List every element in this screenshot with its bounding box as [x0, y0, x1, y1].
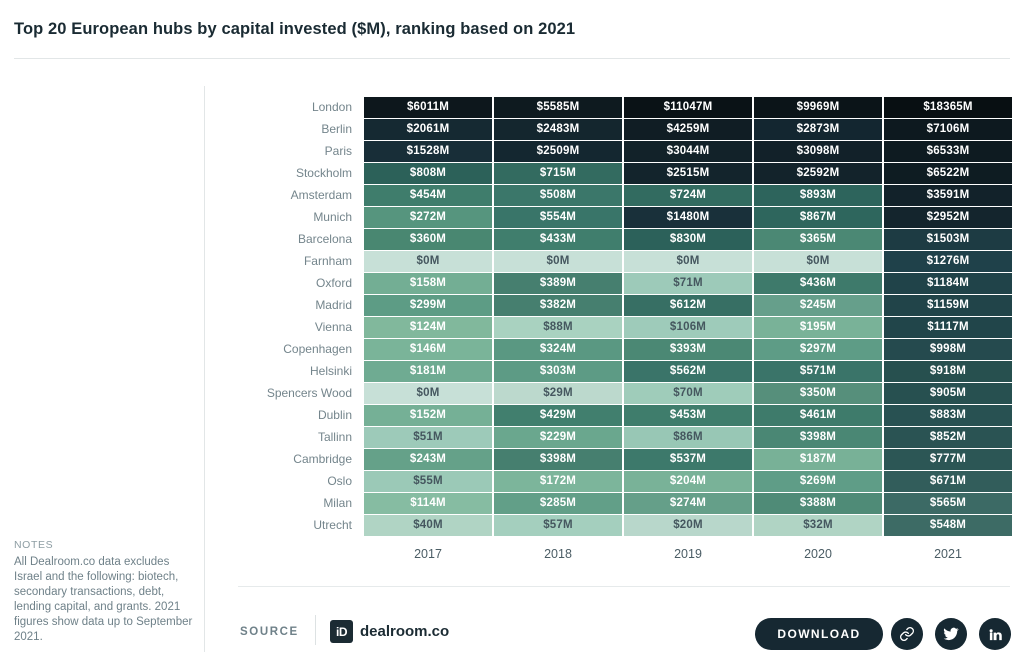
heatmap-cell[interactable]: $1276M: [884, 251, 1012, 272]
heatmap-row: [240, 251, 1012, 272]
heatmap-cell[interactable]: $88M: [494, 317, 622, 338]
page-title: Top 20 European hubs by capital invested ($M), ranking based on 2021: [14, 20, 576, 38]
row-label: Munich: [313, 210, 352, 224]
heatmap-cell[interactable]: $612M: [624, 295, 752, 316]
heatmap-cell[interactable]: $29M: [494, 383, 622, 404]
row-label: Oxford: [315, 276, 352, 290]
heatmap-cell[interactable]: $998M: [884, 339, 1012, 360]
heatmap-row: [240, 339, 1012, 360]
heatmap-row: [240, 273, 1012, 294]
heatmap-cell[interactable]: $9969M: [754, 97, 882, 118]
heatmap-row: [240, 207, 1012, 228]
row-label: Milan: [323, 496, 352, 510]
x-axis-row: [240, 537, 1012, 571]
row-label: Copenhagen: [283, 342, 352, 356]
heatmap-cell[interactable]: $2483M: [494, 119, 622, 140]
heatmap-cell[interactable]: $393M: [624, 339, 752, 360]
heatmap-cell[interactable]: $55M: [364, 471, 492, 492]
notes-heading: NOTES: [14, 539, 54, 551]
row-label: Oslo: [327, 474, 352, 488]
link-icon[interactable]: [891, 618, 923, 650]
heatmap-cell[interactable]: $187M: [754, 449, 882, 470]
heatmap-cell[interactable]: $1480M: [624, 207, 752, 228]
heatmap-cell[interactable]: $229M: [494, 427, 622, 448]
heatmap-cell[interactable]: $5585M: [494, 97, 622, 118]
heatmap-cell[interactable]: $671M: [884, 471, 1012, 492]
heatmap-cell[interactable]: $867M: [754, 207, 882, 228]
heatmap-cell[interactable]: $382M: [494, 295, 622, 316]
heatmap-cell[interactable]: $204M: [624, 471, 752, 492]
heatmap-cell[interactable]: $285M: [494, 493, 622, 514]
row-label: Berlin: [321, 122, 352, 136]
heatmap-cell[interactable]: $245M: [754, 295, 882, 316]
heatmap-cell[interactable]: $6533M: [884, 141, 1012, 162]
heatmap-row: [240, 361, 1012, 382]
heatmap-cell[interactable]: $508M: [494, 185, 622, 206]
heatmap-cell[interactable]: $3044M: [624, 141, 752, 162]
row-label: Vienna: [314, 320, 352, 334]
source-separator: [315, 615, 316, 645]
row-label: Amsterdam: [290, 188, 352, 202]
heatmap-row: [240, 295, 1012, 316]
row-label: Cambridge: [293, 452, 352, 466]
heatmap-cell[interactable]: $3591M: [884, 185, 1012, 206]
heatmap-cell[interactable]: $124M: [364, 317, 492, 338]
heatmap-cell[interactable]: $365M: [754, 229, 882, 250]
heatmap-row: [240, 427, 1012, 448]
heatmap-cell[interactable]: $7106M: [884, 119, 1012, 140]
heatmap-cell[interactable]: $537M: [624, 449, 752, 470]
heatmap-cell[interactable]: $548M: [884, 515, 1012, 536]
heatmap-cell[interactable]: $461M: [754, 405, 882, 426]
heatmap-cell[interactable]: $1503M: [884, 229, 1012, 250]
heatmap-cell[interactable]: $454M: [364, 185, 492, 206]
heatmap-cell[interactable]: $562M: [624, 361, 752, 382]
heatmap-cell[interactable]: $777M: [884, 449, 1012, 470]
heatmap-row: [240, 493, 1012, 514]
row-label: Utrecht: [313, 518, 352, 532]
heatmap-row: [240, 449, 1012, 470]
heatmap-cell[interactable]: $2952M: [884, 207, 1012, 228]
heatmap-cell[interactable]: $297M: [754, 339, 882, 360]
heatmap-cell[interactable]: $20M: [624, 515, 752, 536]
heatmap-cell[interactable]: $565M: [884, 493, 1012, 514]
heatmap-row: [240, 185, 1012, 206]
heatmap-row: [240, 515, 1012, 536]
heatmap-cell[interactable]: $429M: [494, 405, 622, 426]
heatmap-cell[interactable]: $324M: [494, 339, 622, 360]
row-label: Stockholm: [295, 166, 352, 180]
brand-logo: [330, 620, 449, 643]
heatmap-cell[interactable]: $4259M: [624, 119, 752, 140]
heatmap-cell[interactable]: $2061M: [364, 119, 492, 140]
heatmap-row: [240, 317, 1012, 338]
heatmap-cell[interactable]: $18365M: [884, 97, 1012, 118]
heatmap-cell[interactable]: $6011M: [364, 97, 492, 118]
heatmap-cell[interactable]: $303M: [494, 361, 622, 382]
heatmap-cell[interactable]: $146M: [364, 339, 492, 360]
heatmap-cell[interactable]: $57M: [494, 515, 622, 536]
row-label: London: [311, 100, 352, 114]
heatmap-cell[interactable]: $398M: [494, 449, 622, 470]
heatmap-cell[interactable]: $453M: [624, 405, 752, 426]
heatmap-cell[interactable]: $433M: [494, 229, 622, 250]
heatmap-cell[interactable]: $2873M: [754, 119, 882, 140]
heatmap-cell[interactable]: $32M: [754, 515, 882, 536]
x-axis-tick: 2021: [934, 547, 962, 561]
x-axis-tick: 2019: [674, 547, 702, 561]
x-axis-tick: 2017: [414, 547, 442, 561]
heatmap-cell[interactable]: $158M: [364, 273, 492, 294]
heatmap-row: [240, 471, 1012, 492]
heatmap-cell[interactable]: $40M: [364, 515, 492, 536]
heatmap-cell[interactable]: $1528M: [364, 141, 492, 162]
heatmap-cell[interactable]: $181M: [364, 361, 492, 382]
heatmap-row: [240, 229, 1012, 250]
heatmap-cell[interactable]: $3098M: [754, 141, 882, 162]
heatmap-cell[interactable]: $905M: [884, 383, 1012, 404]
heatmap-row: [240, 141, 1012, 162]
heatmap-cell[interactable]: $0M: [364, 383, 492, 404]
row-label: Paris: [324, 144, 352, 158]
heatmap-cell[interactable]: $1184M: [884, 273, 1012, 294]
heatmap-row: [240, 405, 1012, 426]
x-axis-tick: 2020: [804, 547, 832, 561]
heatmap-cell[interactable]: $0M: [364, 251, 492, 272]
heatmap-cell[interactable]: $554M: [494, 207, 622, 228]
heatmap-cell[interactable]: $830M: [624, 229, 752, 250]
heatmap-cell[interactable]: $11047M: [624, 97, 752, 118]
heatmap-cell[interactable]: $70M: [624, 383, 752, 404]
footer-divider: [238, 586, 1010, 587]
heatmap-cell[interactable]: $852M: [884, 427, 1012, 448]
heatmap-cell[interactable]: $195M: [754, 317, 882, 338]
linkedin-icon[interactable]: [979, 618, 1011, 650]
heatmap-cell[interactable]: $571M: [754, 361, 882, 382]
heatmap-cell[interactable]: $1117M: [884, 317, 1012, 338]
brand-name: dealroom.co: [360, 623, 450, 640]
row-label: Barcelona: [297, 232, 352, 246]
heatmap-cell[interactable]: $269M: [754, 471, 882, 492]
row-label: Dublin: [317, 408, 352, 422]
axis-spacer: [240, 537, 362, 571]
heatmap-cell[interactable]: $272M: [364, 207, 492, 228]
row-label: Helsinki: [309, 364, 352, 378]
heatmap-cell[interactable]: $1159M: [884, 295, 1012, 316]
heatmap-table: [238, 96, 1014, 572]
row-label: Spencers Wood: [266, 386, 352, 400]
heatmap-cell[interactable]: $808M: [364, 163, 492, 184]
heatmap-cell[interactable]: $71M: [624, 273, 752, 294]
heatmap-cell[interactable]: $299M: [364, 295, 492, 316]
heatmap: [238, 96, 1014, 572]
dealroom-mark-icon: iD: [330, 620, 353, 643]
heatmap-cell[interactable]: $918M: [884, 361, 1012, 382]
heatmap-cell[interactable]: $724M: [624, 185, 752, 206]
notes-divider: [204, 86, 205, 652]
heatmap-cell[interactable]: $0M: [624, 251, 752, 272]
heatmap-cell[interactable]: $883M: [884, 405, 1012, 426]
row-label: Farnham: [303, 254, 352, 268]
notes-block: [14, 538, 194, 645]
heatmap-cell[interactable]: $106M: [624, 317, 752, 338]
heatmap-cell[interactable]: $893M: [754, 185, 882, 206]
heatmap-cell[interactable]: $86M: [624, 427, 752, 448]
heatmap-cell[interactable]: $350M: [754, 383, 882, 404]
heatmap-cell[interactable]: $2515M: [624, 163, 752, 184]
heatmap-cell[interactable]: $388M: [754, 493, 882, 514]
heatmap-row: [240, 97, 1012, 118]
heatmap-cell[interactable]: $51M: [364, 427, 492, 448]
heatmap-cell[interactable]: $114M: [364, 493, 492, 514]
source-label: SOURCE: [240, 626, 299, 638]
x-axis-tick: 2018: [544, 547, 572, 561]
row-label: Madrid: [315, 298, 352, 312]
heatmap-cell[interactable]: $715M: [494, 163, 622, 184]
heatmap-cell[interactable]: $6522M: [884, 163, 1012, 184]
heatmap-row: [240, 383, 1012, 404]
heatmap-cell[interactable]: $0M: [754, 251, 882, 272]
heatmap-row: [240, 163, 1012, 184]
heatmap-cell[interactable]: $436M: [754, 273, 882, 294]
heatmap-cell[interactable]: $2592M: [754, 163, 882, 184]
title-divider: [14, 58, 1010, 59]
heatmap-row: [240, 119, 1012, 140]
twitter-icon[interactable]: [935, 618, 967, 650]
heatmap-cell[interactable]: $152M: [364, 405, 492, 426]
heatmap-cell[interactable]: $243M: [364, 449, 492, 470]
heatmap-cell[interactable]: $360M: [364, 229, 492, 250]
download-button[interactable]: DOWNLOAD: [755, 618, 883, 650]
row-label: Tallinn: [317, 430, 352, 444]
notes-body: All Dealroom.co data excludes Israel and the following: biotech, secondary transactions, debt, lending capital, and grants. 2021 figures show data up to September 2021.: [14, 556, 193, 643]
heatmap-cell[interactable]: $398M: [754, 427, 882, 448]
heatmap-cell[interactable]: $389M: [494, 273, 622, 294]
heatmap-cell[interactable]: $172M: [494, 471, 622, 492]
heatmap-cell[interactable]: $274M: [624, 493, 752, 514]
heatmap-cell[interactable]: $0M: [494, 251, 622, 272]
heatmap-cell[interactable]: $2509M: [494, 141, 622, 162]
